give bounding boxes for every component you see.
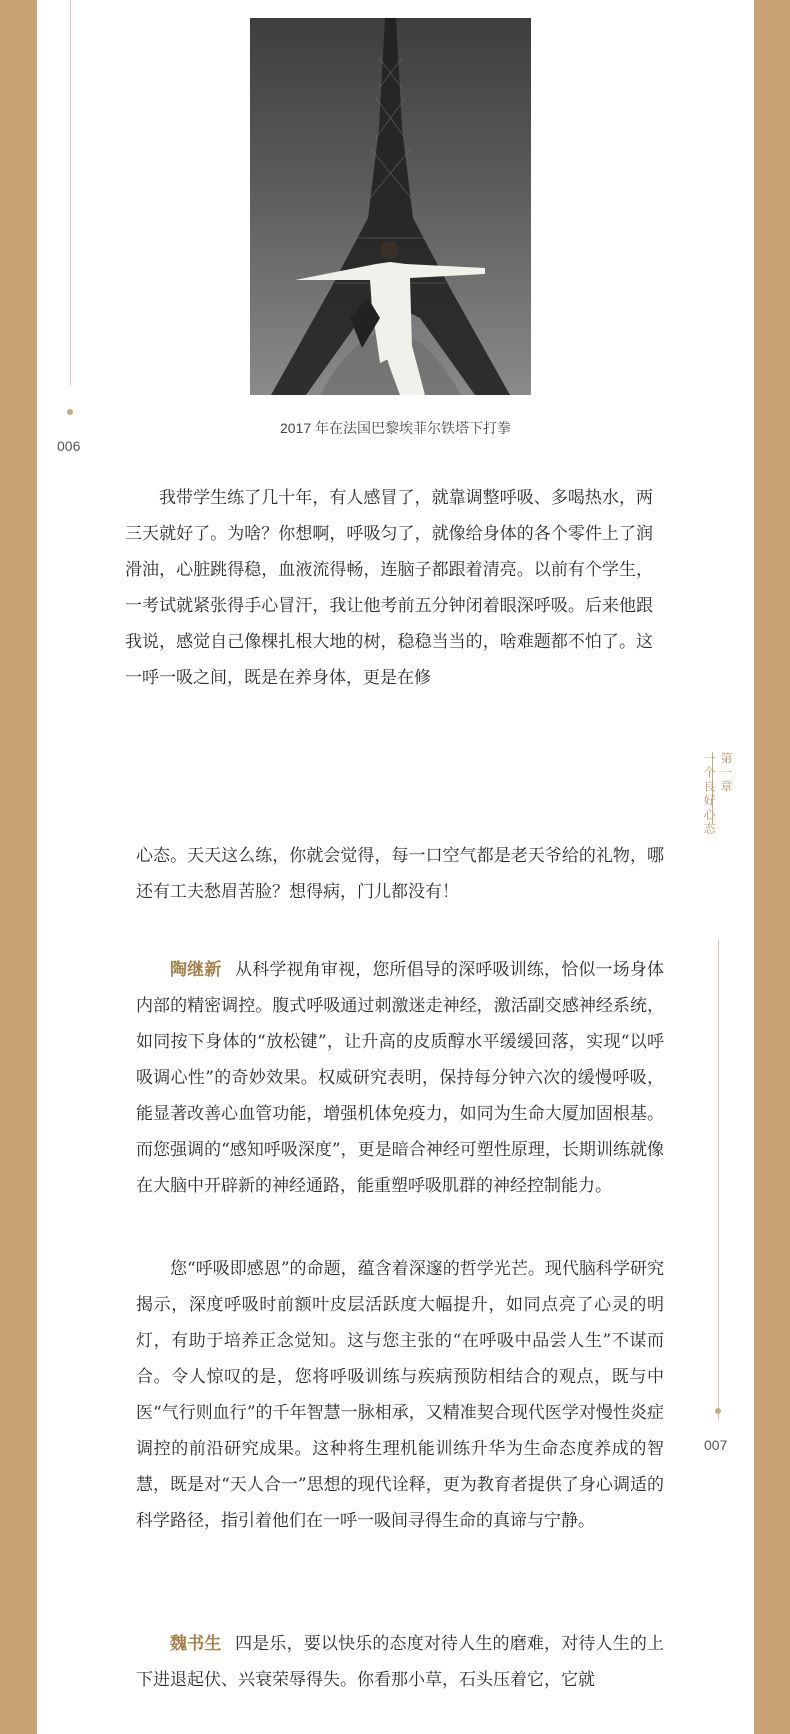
speaker-tao: 陶继新 (170, 960, 222, 980)
chapter-side-tab (701, 752, 735, 836)
photo-caption: 2017 年在法国巴黎埃菲尔铁塔下打拳 (279, 420, 512, 436)
left-margin-rule (70, 0, 71, 385)
dialogue-tao (136, 952, 664, 1204)
dialogue-tao-text: 从科学视角审视，您所倡导的深呼吸训练，恰似一场身体内部的精密调控。腹式呼吸通过刺激迷走神经，激活副交感神经系统，如同按下身体的“放松键”，让升高的皮质醇水平缓缓回落，实现“以呼吸调心性”的奇妙效果。权威研究表明，保持每分钟六次的缓慢呼吸，能显著改善心血管功能，增强机体免疫力，如同为生命大厦加固根基。而您强调的“感知呼吸深度”，更是暗合神经可塑性原理，长期训练就像在大脑中开辟新的神经通路，能重塑呼吸肌群的神经控制能力。 (136, 960, 665, 1196)
chapter-number: 第一章 (719, 752, 733, 794)
dialogue-wei (136, 1626, 664, 1698)
page-number-right: 007 (704, 1437, 728, 1453)
right-margin-dot (715, 1408, 721, 1414)
chapter-title: 一个良好心态 (702, 752, 716, 836)
body-paragraph-left: 我带学生练了几十年，有人感冒了，就靠调整呼吸、多喝热水，两三天就好了。为啥？你想啊，呼吸匀了，就像给身体的各个零件上了润滑油，心脏跳得稳，血液流得畅，连脑子都跟着清亮。以前有个学生，一考试就紧张得手心冒汗，我让他考前五分钟闭着眼深呼吸。后来他跟我说，感觉自己像棵扎根大地的树，稳稳当当的，啥难题都不怕了。这一呼一吸之间，既是在养身体，更是在修 (125, 488, 653, 688)
eiffel-tower-photo (250, 18, 531, 395)
body-paragraph-continued: 心态。天天这么练，你就会觉得，每一口空气都是老天爷给的礼物，哪还有工夫愁眉苦脸？想得病，门儿都没有！ (136, 846, 664, 902)
right-margin-rule (718, 940, 719, 1420)
left-margin-dot (67, 409, 73, 415)
speaker-wei: 魏书生 (170, 1634, 222, 1654)
page-number-left: 006 (57, 438, 81, 454)
dialogue-wei-text: 四是乐，要以快乐的态度对待人生的磨难，对待人生的上下进退起伏、兴衰荣辱得失。你看那小草，石头压着它，它就 (136, 1634, 665, 1690)
eiffel-tower-illustration (250, 18, 531, 395)
dialogue-tao-continued: 您“呼吸即感恩”的命题，蕴含着深邃的哲学光芒。现代脑科学研究揭示，深度呼吸时前额叶皮层活跃度大幅提升，如同点亮了心灵的明灯，有助于培养正念觉知。这与您主张的“在呼吸中品尝人生”不谋而合。令人惊叹的是，您将呼吸训练与疾病预防相结合的观点，既与中医“气行则血行”的千年智慧一脉相承，又精准契合现代医学对慢性炎症调控的前沿研究成果。这种将生理机能训练升华为生命态度养成的智慧，既是对“天人合一”思想的现代诠释，更为教育者提供了身心调适的科学路径，指引着他们在一呼一吸间寻得生命的真谛与宁静。 (136, 1259, 664, 1531)
